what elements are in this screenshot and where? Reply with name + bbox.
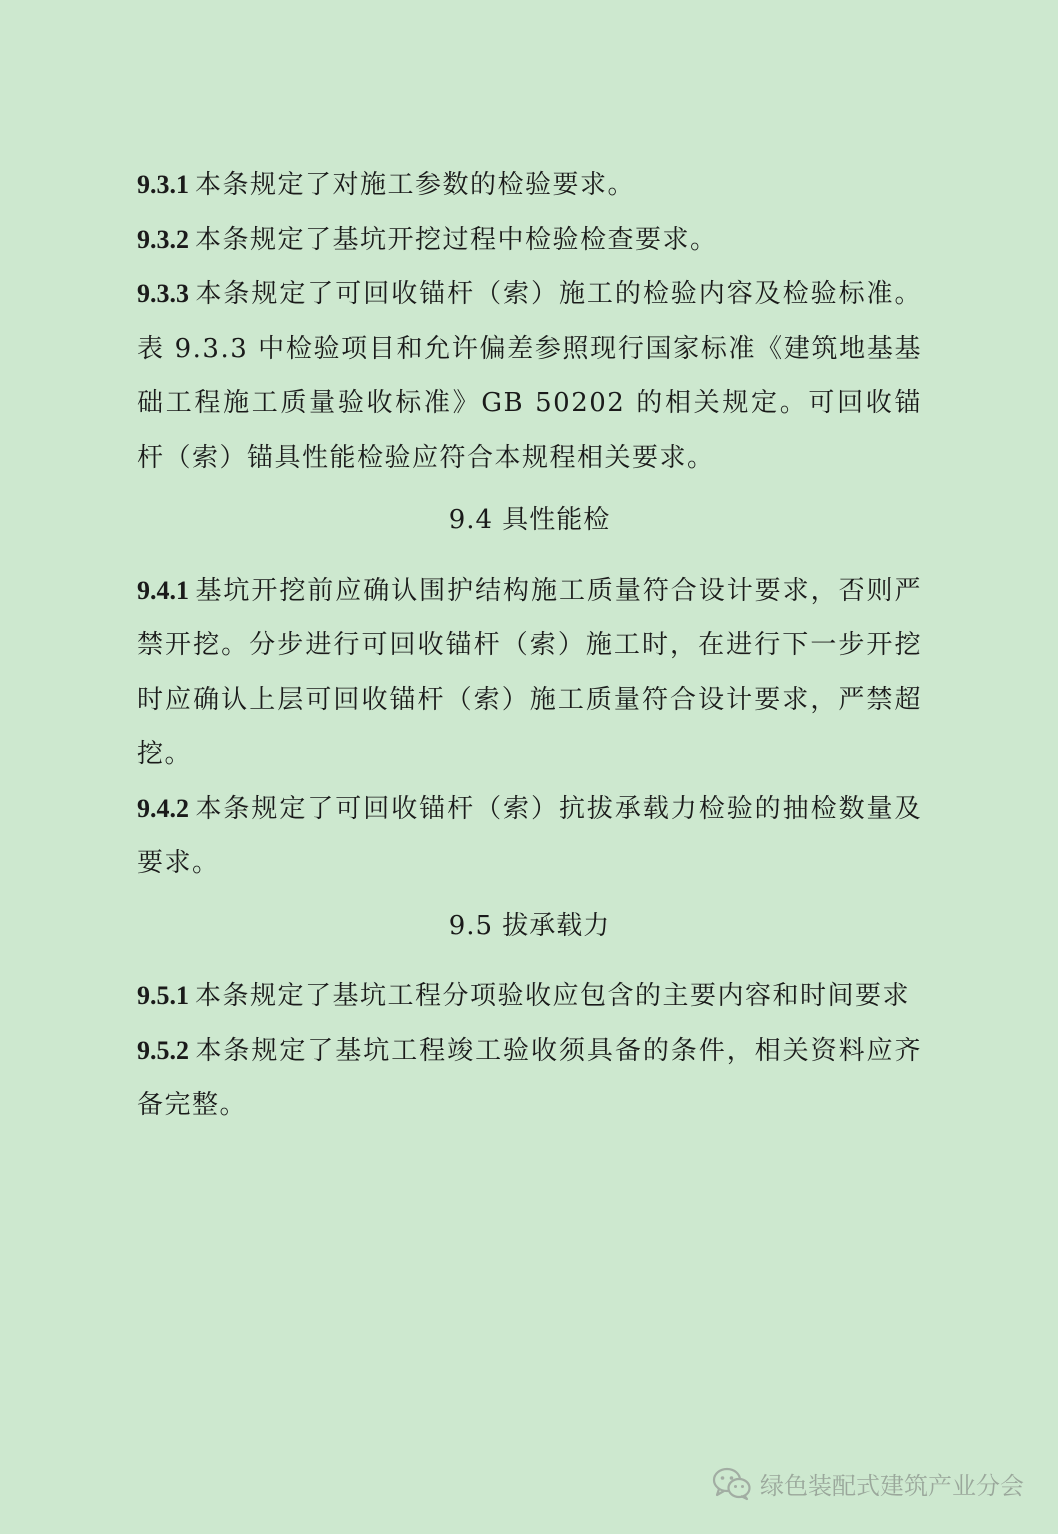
- clause-number: 9.5.2: [137, 1035, 189, 1065]
- section-heading-9-5: 9.5 拔承载力: [448, 910, 611, 941]
- clause-text: 基坑开挖前应确认围护结构施工质量符合设计要求，否则严禁开挖。分步进行可回收锚杆（索）施工时，在进行下一步开挖时应确认上层可回收锚杆（索）施工质量符合设计要求，严禁超挖。: [137, 575, 922, 769]
- clause-9-4-1: [137, 564, 922, 782]
- clause-9-5-1: [137, 969, 922, 1024]
- clause-9-4-2: [137, 782, 922, 891]
- clause-number: 9.3.3: [137, 279, 189, 308]
- clause-number: 9.3.2: [137, 224, 189, 254]
- clause-number: 9.5.1: [137, 981, 189, 1010]
- watermark-text: 绿色装配式建筑产业分会: [760, 1472, 1024, 1500]
- watermark: [712, 1466, 1024, 1501]
- clause-text: 本条规定了可回收锚杆（索）施工的检验内容及检验标准。表 9.3.3 中检验项目和允许偏差参照现行国家标准《建筑地基基础工程施工质量验收标准》GB 50202 的相关规定。可回收锚杆（索）锚具性能检验应符合本规程相关要求。: [137, 279, 922, 473]
- clause-text: 本条规定了基坑工程分项验收应包含的主要内容和时间要求: [195, 981, 911, 1011]
- clause-number: 9.3.1: [137, 170, 189, 199]
- clause-9-3-3: [137, 267, 922, 485]
- clause-text: 本条规定了基坑工程竣工验收须具备的条件，相关资料应齐备完整。: [137, 1035, 922, 1120]
- document-body: [137, 158, 922, 1133]
- clause-9-3-1: [137, 158, 922, 213]
- wechat-icon: [712, 1467, 752, 1501]
- clause-number: 9.4.2: [137, 793, 189, 823]
- clause-text: 本条规定了可回收锚杆（索）抗拔承载力检验的抽检数量及要求。: [137, 793, 922, 878]
- clause-9-3-2: [137, 213, 922, 268]
- clause-text: 本条规定了对施工参数的检验要求。: [195, 170, 636, 200]
- section-heading-9-4: 9.4 具性能检: [448, 505, 611, 535]
- clause-text: 本条规定了基坑开挖过程中检验检查要求。: [195, 224, 718, 255]
- clause-number: 9.4.1: [137, 575, 189, 605]
- clause-9-5-2: [137, 1024, 922, 1133]
